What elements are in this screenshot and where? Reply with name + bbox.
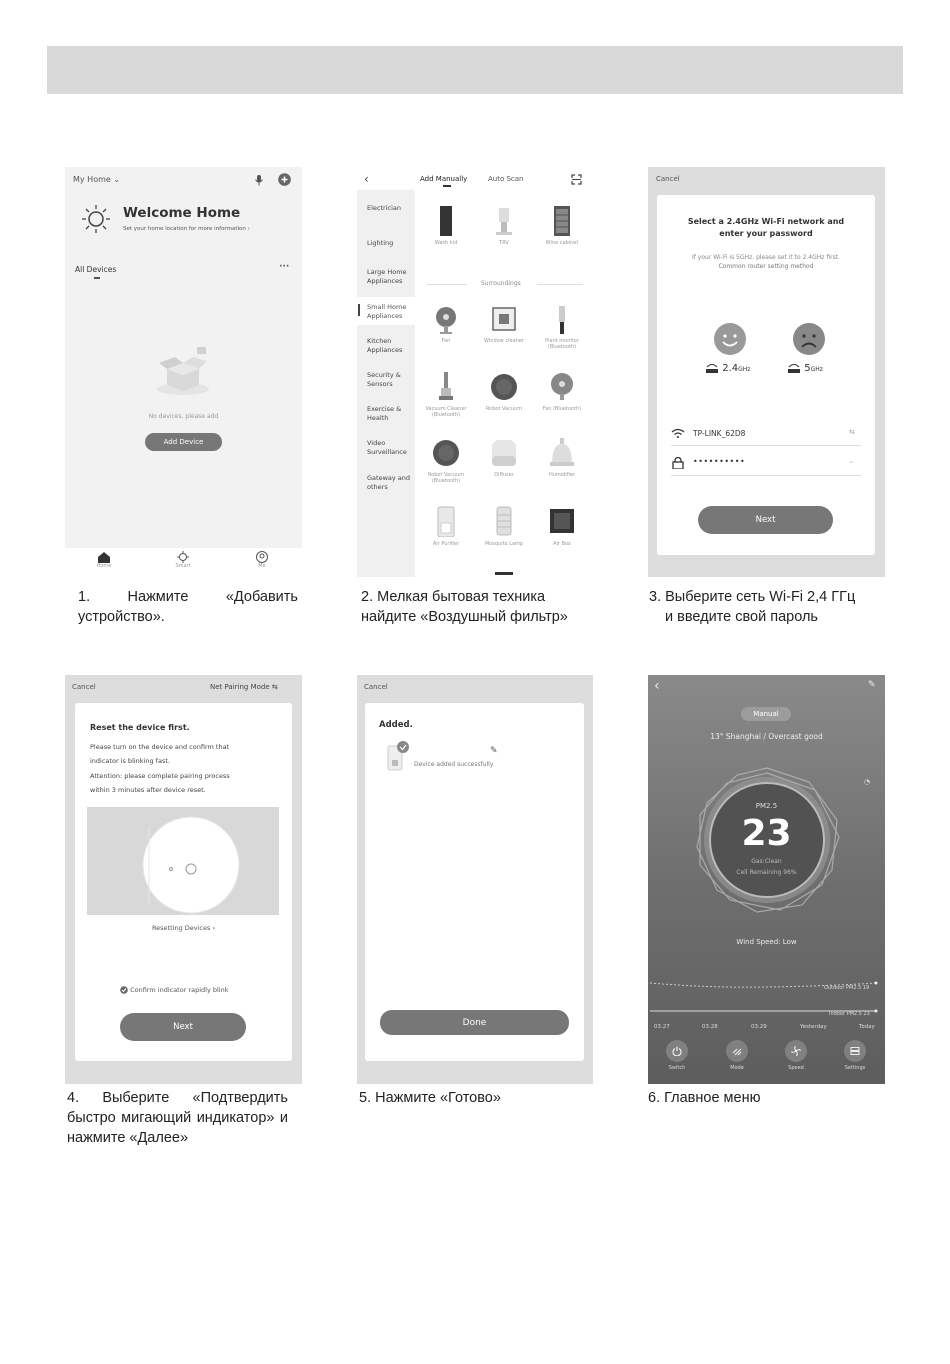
device-vacuum-cleaner-bt[interactable]: Vacuum Cleaner (Bluetooth) xyxy=(417,372,475,418)
wifi-note-line2[interactable]: Common router setting method xyxy=(718,263,814,270)
wifi-title-line1: Select a 2.4GHz Wi-Fi network and xyxy=(687,217,845,226)
vacuum-cleaner-icon xyxy=(436,372,456,402)
surroundings-label: Surroundings xyxy=(481,280,521,287)
tab-home[interactable]: Home xyxy=(87,551,121,569)
mode-control[interactable]: Mode xyxy=(720,1040,754,1071)
air-box-icon xyxy=(550,505,574,537)
sun-icon xyxy=(80,203,112,235)
added-status: Device added successfully xyxy=(414,761,494,768)
edit-icon[interactable]: ✎ xyxy=(490,746,498,756)
add-circle-icon[interactable] xyxy=(278,173,291,186)
wash-kid-icon xyxy=(438,206,454,236)
device-illustration xyxy=(87,807,279,915)
header-band xyxy=(47,46,903,94)
category-kitchen-appliances[interactable]: Kitchen Appliances xyxy=(367,337,403,354)
password-field[interactable] xyxy=(671,454,861,476)
router-icon xyxy=(787,363,801,373)
category-security-sensors[interactable]: Security & Sensors xyxy=(367,371,401,388)
date-label: 03.29 xyxy=(751,1024,767,1030)
edit-icon[interactable]: ✎ xyxy=(868,680,876,690)
fan-speed-icon xyxy=(791,1046,801,1056)
power-icon xyxy=(672,1046,682,1056)
ssid-field[interactable] xyxy=(671,424,861,446)
device-air-purifier[interactable]: Air Purifier xyxy=(421,505,471,547)
empty-box-icon xyxy=(153,345,213,397)
band-24ghz: 2.4GHz xyxy=(705,363,750,374)
empty-state-text: No devices, please add xyxy=(148,413,219,420)
category-electrician[interactable]: Electrician xyxy=(367,204,401,212)
power-button-illustration xyxy=(87,807,279,915)
added-card xyxy=(365,703,584,1061)
device-window-cleaner[interactable]: Window cleaner xyxy=(479,306,529,344)
device-humidifier[interactable]: Humidifier xyxy=(537,438,587,478)
reset-card xyxy=(75,703,292,1061)
scroll-indicator xyxy=(495,572,513,575)
date-label: 03.28 xyxy=(702,1024,718,1030)
pairing-mode-switch[interactable]: Net Pairing Mode ⇆ xyxy=(210,683,278,691)
more-icon[interactable]: ··· xyxy=(279,262,290,272)
category-gateway-others[interactable]: Gateway and others xyxy=(367,474,411,491)
category-large-home-appliances[interactable]: Large Home Appliances xyxy=(367,268,407,285)
home-selector[interactable]: My Home ⌄ xyxy=(73,175,121,184)
air-purifier-thumbnail xyxy=(385,740,411,772)
screenshot-home xyxy=(65,167,302,577)
mosquito-lamp-icon xyxy=(494,505,514,537)
trv-icon xyxy=(496,206,512,236)
date-label: Today xyxy=(859,1024,875,1030)
cancel-link[interactable]: Cancel xyxy=(72,683,96,691)
smart-icon xyxy=(176,551,190,563)
robot-vacuum-icon xyxy=(490,372,518,402)
sad-face-icon xyxy=(792,322,826,356)
added-title: Added. xyxy=(379,720,413,730)
device-robot-vacuum[interactable]: Robot Vacuum xyxy=(479,372,529,412)
screenshot-add-device xyxy=(357,167,593,577)
settings-icon xyxy=(850,1046,860,1056)
device-fan-bt[interactable]: Fan (Bluetooth) xyxy=(533,372,591,412)
reset-body-2: indicator is blinking fast. xyxy=(90,757,170,765)
caption-step-3: 3. Выберите сеть Wi-Fi 2,4 ГГц и введите свой пароль xyxy=(649,589,856,625)
confirm-checkbox[interactable]: Confirm indicator rapidly blink xyxy=(120,986,229,994)
caption-step-6: 6. Главное меню xyxy=(648,1090,761,1106)
reset-body-4: within 3 minutes after device reset. xyxy=(90,786,206,794)
device-robot-vacuum-bt[interactable]: Robot Vacuum (Bluetooth) xyxy=(417,438,475,484)
plant-monitor-icon xyxy=(556,306,568,334)
category-lighting[interactable]: Lighting xyxy=(367,239,394,247)
diffuser-icon xyxy=(490,438,518,468)
speed-control[interactable]: Speed xyxy=(779,1040,813,1071)
caption-step-4: 4. Выберите «Подтвердить быстро мигающий индикатор» и нажмите «Далее» xyxy=(67,1090,288,1146)
surroundings-divider-right xyxy=(537,284,583,285)
tab-active-indicator xyxy=(443,185,451,187)
reset-title: Reset the device first. xyxy=(90,723,190,732)
done-button[interactable]: Done xyxy=(380,1010,569,1035)
back-icon[interactable]: ‹ xyxy=(364,172,369,186)
robot-vacuum-bt-icon xyxy=(432,438,460,468)
caption-step-2: 2. Мелкая бытовая техника найдите «Воздушный фильтр» xyxy=(361,589,568,625)
home-icon xyxy=(97,551,111,563)
wind-speed: Wind Speed: Low xyxy=(736,938,797,946)
category-sidebar xyxy=(357,190,415,577)
fan-icon xyxy=(433,306,459,334)
tab-me[interactable]: Me xyxy=(245,551,279,569)
settings-control[interactable]: Settings xyxy=(838,1040,872,1071)
device-mosquito-lamp[interactable]: Mosquito Lamp xyxy=(479,505,529,547)
reset-body-1: Please turn on the device and confirm that xyxy=(90,743,230,751)
welcome-subtitle[interactable]: Set your home location for more information › xyxy=(123,226,250,232)
air-purifier-icon xyxy=(436,505,456,537)
cancel-link[interactable]: Cancel xyxy=(656,175,680,183)
control-bar xyxy=(648,1035,885,1084)
mode-badge[interactable]: Manual xyxy=(741,707,791,721)
timer-icon[interactable]: ◔ xyxy=(864,778,871,786)
welcome-title: Welcome Home xyxy=(123,205,241,221)
resetting-devices-link[interactable]: Resetting Devices › xyxy=(151,924,216,932)
category-exercise-health[interactable]: Exercise & Health xyxy=(367,405,402,422)
user-icon xyxy=(255,551,269,563)
wifi-note-line1: If your Wi-Fi is 5GHz, please set it to 2.4GHz first. xyxy=(692,254,840,261)
screenshot-device-added xyxy=(357,675,593,1084)
wifi-card xyxy=(657,195,875,555)
screenshot-main-menu xyxy=(648,675,885,1084)
show-password-icon[interactable]: ⌣ xyxy=(849,458,854,466)
window-cleaner-icon xyxy=(491,306,517,334)
reset-body-3: Attention: please complete pairing process xyxy=(90,772,230,780)
caption-step-1: 1. Нажмите «Добавить устройство». xyxy=(78,589,298,625)
router-icon xyxy=(705,363,719,373)
device-air-box[interactable]: Air Box xyxy=(537,505,587,547)
check-circle-icon xyxy=(120,986,128,994)
screenshot-wifi-select xyxy=(648,167,885,577)
category-video-surveillance[interactable]: Video Surveillance xyxy=(367,439,407,456)
device-wine-cabinet[interactable]: Wine cabinet xyxy=(537,206,587,246)
device-wash-kid[interactable]: Wash kid xyxy=(421,206,471,246)
tab-smart[interactable]: Smart xyxy=(166,551,200,569)
fan-bt-icon xyxy=(549,372,575,402)
gas-status: Gas:Clean xyxy=(751,858,782,865)
ssid-value: TP-LINK_62D8 xyxy=(693,429,746,438)
weather-info: 13° Shanghai / Overcast good xyxy=(710,732,823,741)
tab-auto-scan[interactable]: Auto Scan xyxy=(488,175,524,183)
device-fan[interactable]: Fan xyxy=(421,306,471,344)
microphone-icon[interactable] xyxy=(254,174,264,186)
password-value: •••••••••• xyxy=(693,457,746,466)
next-button[interactable]: Next xyxy=(698,506,833,534)
cancel-link[interactable]: Cancel xyxy=(364,683,388,691)
date-label: 03.27 xyxy=(654,1024,670,1030)
section-underline xyxy=(94,277,100,279)
wine-cabinet-icon xyxy=(553,206,571,236)
screenshot-reset-device xyxy=(65,675,302,1084)
band-5ghz: 5GHz xyxy=(787,363,823,374)
happy-face-icon xyxy=(713,322,747,356)
wifi-title-line2: enter your password xyxy=(719,229,813,238)
device-grid xyxy=(415,190,593,577)
device-plant-monitor[interactable]: Plant monitor (Bluetooth) xyxy=(533,306,591,350)
device-trv[interactable]: TRV xyxy=(479,206,529,246)
surroundings-divider-left xyxy=(427,284,467,285)
category-selected-marker xyxy=(358,304,360,316)
section-title: All Devices xyxy=(75,265,117,274)
tab-bar xyxy=(65,548,302,577)
next-button[interactable]: Next xyxy=(120,1013,246,1041)
device-diffuser[interactable]: Diffuser xyxy=(479,438,529,478)
indoor-pm: Indoor PM2.5 23 xyxy=(829,1011,870,1017)
mode-icon xyxy=(732,1046,742,1056)
switch-network-icon[interactable]: ⇆ xyxy=(849,428,855,436)
pm-value: 23 xyxy=(741,813,792,854)
wifi-icon xyxy=(671,428,685,438)
caption-step-5: 5. Нажмите «Готово» xyxy=(359,1090,501,1106)
scan-icon[interactable] xyxy=(571,174,582,185)
category-small-home-appliances[interactable]: Small Home Appliances xyxy=(367,303,407,320)
back-icon[interactable]: ‹ xyxy=(654,678,660,694)
pm-label: PM2.5 xyxy=(755,802,778,810)
switch-control[interactable]: Switch xyxy=(660,1040,694,1071)
lock-icon xyxy=(672,457,684,469)
add-device-button[interactable]: Add Device xyxy=(145,433,222,451)
filter-remaining: Cell Remaining 96% xyxy=(736,869,797,876)
date-label: Yesterday xyxy=(800,1024,827,1030)
tab-add-manually[interactable]: Add Manually xyxy=(420,175,468,183)
outdoor-pm: Outdoor PM2.5 19 xyxy=(824,985,870,991)
humidifier-icon xyxy=(548,438,576,468)
